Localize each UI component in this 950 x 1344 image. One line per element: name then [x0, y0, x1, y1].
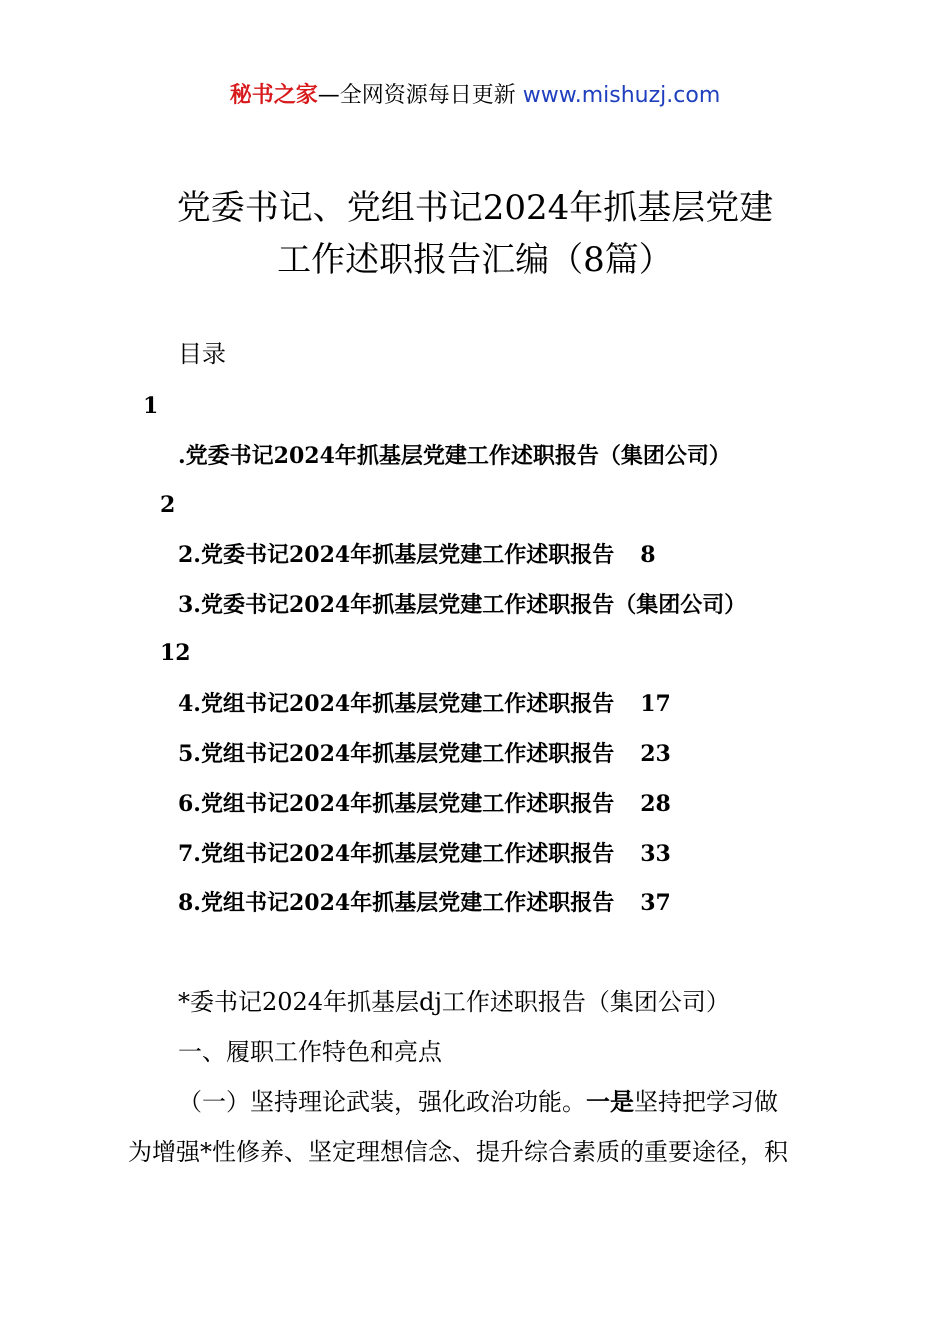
toc-entry-page: 8 — [640, 542, 656, 568]
banner-brand: 秘书之家 — [229, 83, 318, 108]
toc-entry-1-number: 1 — [143, 393, 159, 419]
toc-entry-page: 28 — [640, 791, 671, 817]
toc-entry-3-title[interactable]: 3.党委书记2024年抓基层党建工作述职报告（集团公司） — [178, 592, 747, 618]
paragraph-1-line-1 — [178, 1086, 778, 1118]
toc-entry-page: 37 — [640, 890, 671, 916]
title-line-1: 党委书记、党组书记2024年抓基层党建 — [176, 188, 774, 228]
banner-tagline: —全网资源每日更新 — [317, 83, 516, 108]
toc-entry-1-title[interactable]: .党委书记2024年抓基层党建工作述职报告（集团公司） — [178, 443, 731, 469]
toc-entry-title: 8.党组书记2024年抓基层党建工作述职报告 — [178, 890, 615, 916]
document-title — [0, 182, 950, 286]
paragraph-1-start: （一）坚持理论武装，强化政治功能。 — [178, 1088, 586, 1116]
toc-entry-1-page: 2 — [160, 492, 176, 518]
section-title: *委书记2024年抓基层dj工作述职报告（集团公司） — [178, 988, 730, 1016]
toc-entry-page: 33 — [640, 841, 671, 867]
banner-url[interactable]: www.mishuzj.com — [522, 83, 721, 108]
toc-entry[interactable] — [178, 838, 671, 870]
title-line-2: 工作述职报告汇编（8篇） — [277, 240, 673, 280]
toc-entry-3-page: 12 — [160, 640, 191, 666]
paragraph-1-line-2: 为增强*性修养、坚定理想信念、提升综合素质的重要途径，积 — [128, 1138, 788, 1166]
toc-entry[interactable] — [178, 887, 671, 919]
paragraph-1-rest: 坚持把学习做 — [634, 1088, 778, 1116]
heading-1: 一、履职工作特色和亮点 — [178, 1038, 442, 1066]
toc-entry[interactable] — [178, 688, 671, 720]
toc-entry-page: 17 — [640, 691, 671, 717]
toc-entry[interactable] — [178, 738, 671, 770]
toc-entry[interactable] — [178, 788, 671, 820]
toc-entry-title: 2.党委书记2024年抓基层党建工作述职报告 — [178, 542, 615, 568]
toc-entry-title: 5.党组书记2024年抓基层党建工作述职报告 — [178, 741, 615, 767]
toc-entry[interactable] — [178, 539, 656, 571]
site-banner — [0, 80, 950, 112]
toc-entry-title: 6.党组书记2024年抓基层党建工作述职报告 — [178, 791, 615, 817]
paragraph-1-bold: 一是 — [586, 1087, 634, 1116]
toc-heading: 目录 — [178, 340, 226, 368]
toc-entry-title: 4.党组书记2024年抓基层党建工作述职报告 — [178, 691, 615, 717]
toc-entry-title: 7.党组书记2024年抓基层党建工作述职报告 — [178, 841, 615, 867]
toc-entry-page: 23 — [640, 741, 671, 767]
